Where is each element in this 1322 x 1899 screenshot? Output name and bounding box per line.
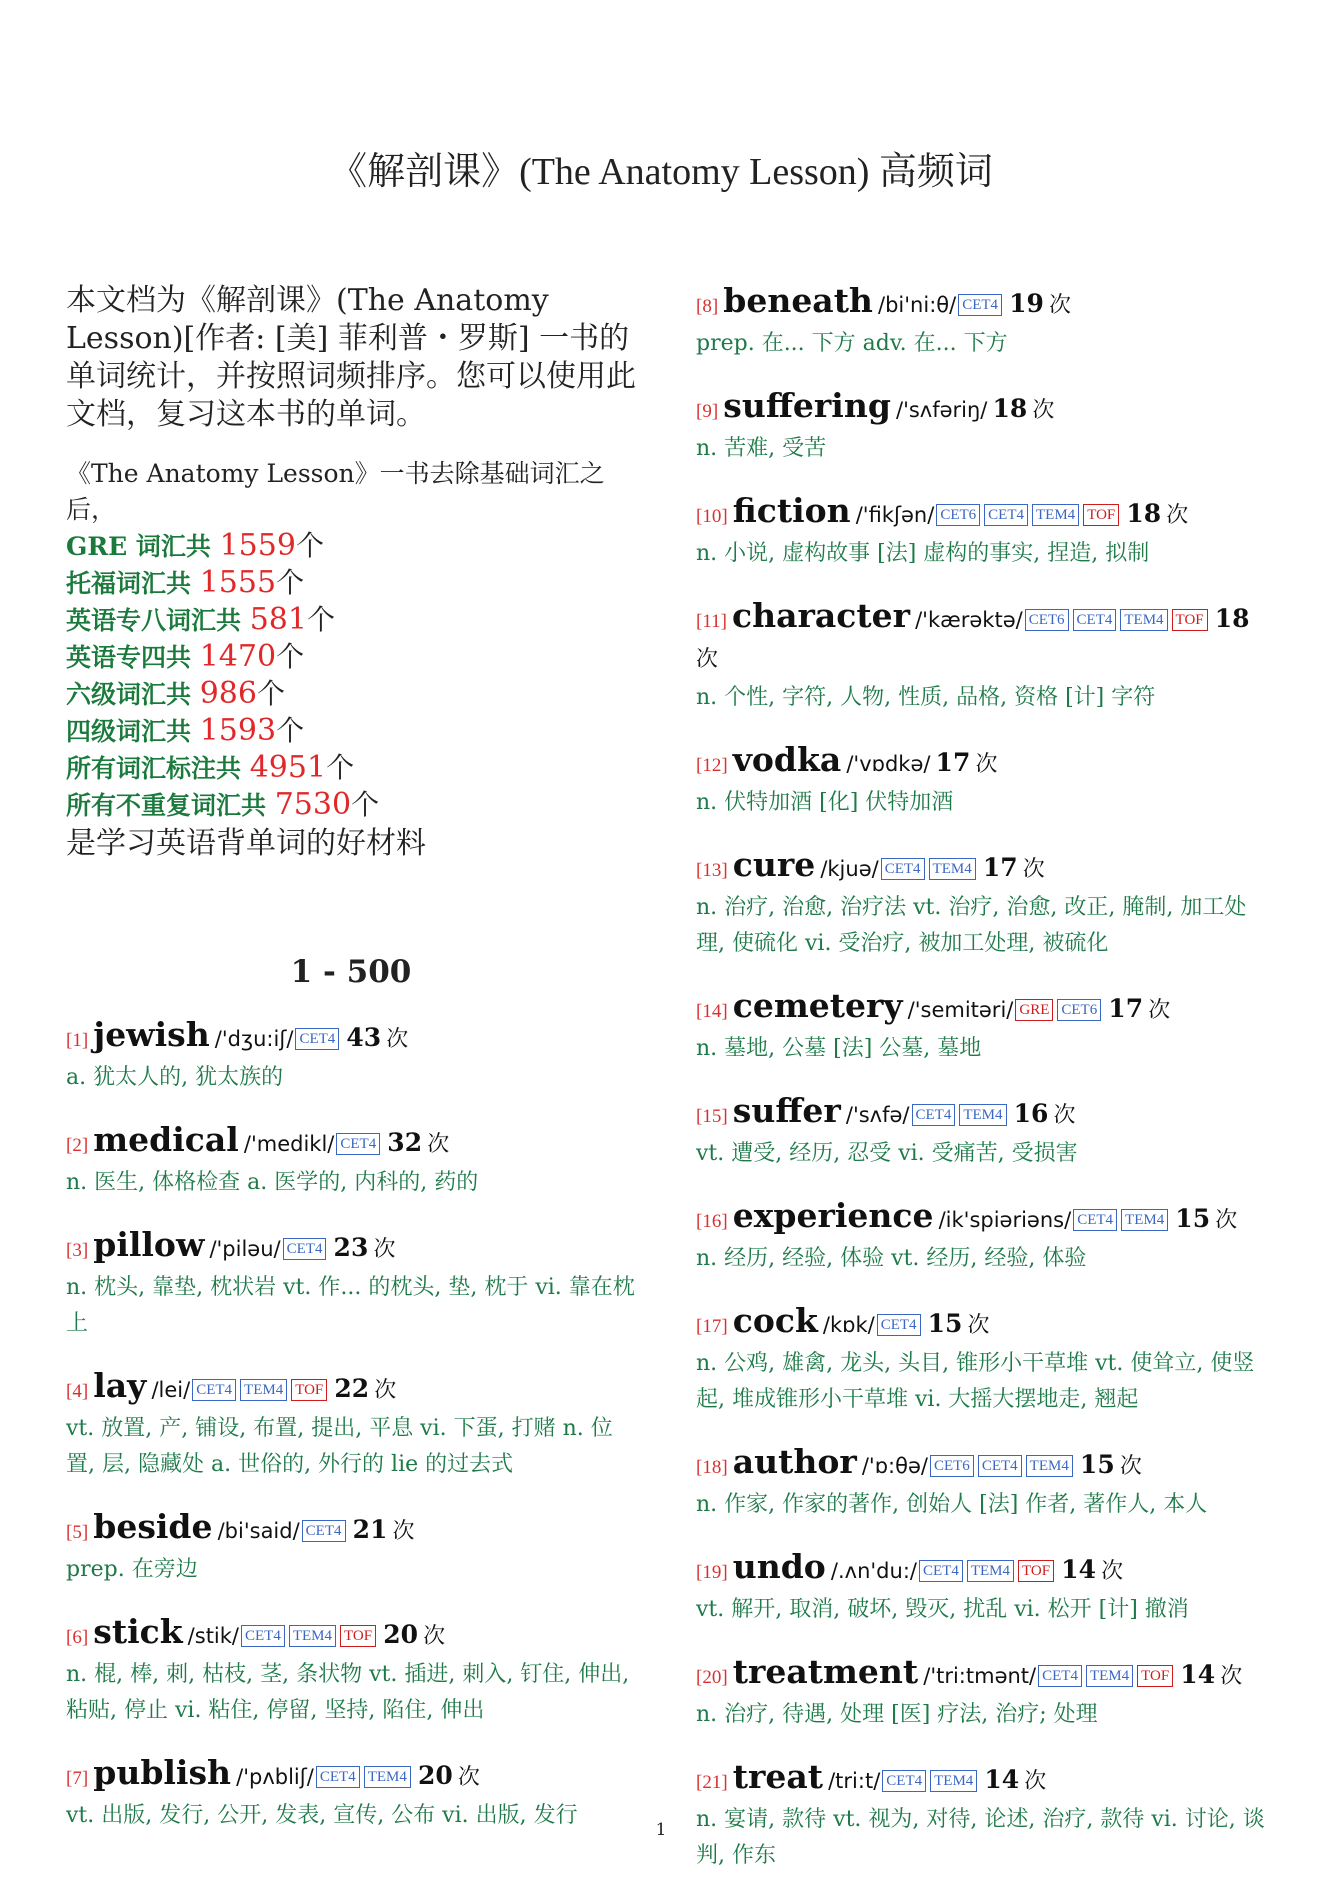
exam-tag: CET4 (882, 1770, 926, 1792)
entry-word: stick (93, 1612, 183, 1651)
entry-index: [18] (696, 1457, 728, 1478)
vocab-entry (696, 846, 1272, 962)
entry-word: cemetery (732, 986, 903, 1025)
entry-head (696, 1758, 1272, 1802)
entry-count: 17 (1108, 994, 1144, 1023)
vocab-entry (696, 387, 1272, 467)
entry-count-suffix: 次 (1032, 398, 1055, 423)
exam-tag: TEM4 (1086, 1665, 1133, 1687)
entry-head (696, 1443, 1272, 1487)
entry-index: [2] (66, 1135, 89, 1156)
entry-phonetic: /'sʌfəriŋ/ (896, 398, 988, 422)
stat-row (66, 676, 636, 713)
stat-label: 所有不重复词汇共 (66, 791, 275, 820)
entry-phonetic: /'semitəri/ (907, 998, 1014, 1022)
entry-word: cock (732, 1301, 818, 1340)
exam-tag: TOF (291, 1379, 327, 1401)
vocab-entry (66, 1121, 636, 1201)
entry-index: [15] (696, 1106, 728, 1127)
entry-count: 43 (346, 1023, 382, 1052)
entry-word: experience (732, 1196, 934, 1235)
entry-definition: n. 作家, 作家的著作, 创始人 [法] 作者, 著作人, 本人 (696, 1492, 1208, 1517)
entry-index: [9] (696, 401, 719, 422)
stat-value: 1593 (199, 713, 277, 748)
entry-definition: n. 棍, 棒, 刺, 枯枝, 茎, 条状物 vt. 插进, 刺入, 钉住, 伸出, 粘贴, 停止 vi. 粘住, 停留, 坚持, 陷住, 伸出 (66, 1662, 630, 1723)
exam-tag: CET4 (912, 1104, 956, 1126)
vocab-entry (696, 741, 1272, 821)
entry-phonetic: /bi'said/ (217, 1519, 300, 1543)
range-heading: 1 - 500 (290, 954, 412, 990)
exam-tag: CET4 (1038, 1665, 1082, 1687)
entry-definition: vt. 放置, 产, 铺设, 布置, 提出, 平息 vi. 下蛋, 打赌 n. 位置, 层, 隐藏处 a. 世俗的, 外行的 lie 的过去式 (66, 1416, 613, 1477)
entry-count: 20 (383, 1620, 418, 1649)
document-title: 《解剖课》(The Anatomy Lesson) 高频词 (329, 151, 993, 193)
entry-word: fiction (732, 491, 851, 530)
entry-word: character (732, 596, 911, 635)
exam-tag: CET4 (192, 1379, 236, 1401)
stat-row (66, 528, 636, 565)
entry-word: beneath (723, 281, 873, 320)
entry-phonetic: /'ɒ:θə/ (861, 1454, 928, 1478)
exam-tag: CET6 (936, 504, 980, 526)
vocab-entry (66, 1226, 636, 1342)
entry-count: 15 (1079, 1450, 1115, 1479)
vocab-entry (66, 1016, 636, 1096)
entry-count-suffix: 次 (696, 647, 719, 672)
vocab-entry (696, 1653, 1272, 1733)
entry-index: [14] (696, 1001, 728, 1022)
stat-row (66, 787, 636, 824)
entry-count-suffix: 次 (1024, 1769, 1047, 1794)
entry-phonetic: /ik'spiəriəns/ (938, 1208, 1072, 1232)
entry-count-suffix: 次 (975, 752, 998, 777)
entry-word: suffer (732, 1091, 841, 1130)
entry-head (696, 846, 1272, 890)
entry-count: 18 (992, 394, 1028, 423)
entry-count: 19 (1009, 289, 1044, 318)
entry-count-suffix: 次 (967, 1313, 990, 1338)
entry-head (696, 741, 1272, 785)
exam-tag: TEM4 (930, 1770, 977, 1792)
entry-definition: n. 医生, 体格检查 a. 医学的, 内科的, 药的 (66, 1170, 479, 1195)
entry-head (696, 282, 1272, 326)
entry-index: [17] (696, 1316, 728, 1337)
entry-word: undo (732, 1547, 826, 1586)
entry-head (696, 597, 1272, 680)
entry-count-suffix: 次 (386, 1027, 409, 1052)
entry-definition: n. 公鸡, 雄禽, 龙头, 头目, 锥形小干草堆 vt. 使耸立, 使竖起, 堆成锥形小干草堆 vi. 大摇大摆地走, 翘起 (696, 1351, 1255, 1412)
entry-word: pillow (93, 1225, 205, 1264)
entry-index: [13] (696, 860, 728, 881)
exam-tag: TEM4 (1121, 1209, 1168, 1231)
entry-word: suffering (723, 386, 891, 425)
entry-count: 23 (333, 1233, 369, 1262)
entry-index: [5] (66, 1522, 89, 1543)
vocab-entry (696, 1092, 1272, 1172)
entry-count-suffix: 次 (423, 1624, 446, 1649)
entry-phonetic: /tri:t/ (828, 1769, 881, 1793)
entry-phonetic: /'dʒu:iʃ/ (214, 1027, 294, 1051)
vocab-entry (696, 282, 1272, 362)
exam-tag: CET4 (958, 294, 1002, 316)
entry-count: 18 (1126, 499, 1162, 528)
entry-word: author (732, 1442, 857, 1481)
entry-count-suffix: 次 (1215, 1208, 1238, 1233)
vocab-entry (696, 1548, 1272, 1628)
entry-definition: n. 个性, 字符, 人物, 性质, 品格, 资格 [计] 字符 (696, 685, 1156, 710)
exam-tag: CET6 (930, 1455, 974, 1477)
stat-unit: 个 (276, 714, 305, 747)
entry-word: lay (93, 1366, 147, 1405)
entry-index: [6] (66, 1627, 89, 1648)
entry-head (696, 387, 1272, 431)
stat-unit: 个 (295, 529, 324, 562)
stats-lead: 《The Anatomy Lesson》一书去除基础词汇之后， (66, 459, 605, 524)
exam-tag: TEM4 (240, 1379, 287, 1401)
entry-phonetic: /bi'ni:θ/ (878, 293, 957, 317)
entry-count: 16 (1013, 1099, 1049, 1128)
entry-definition: vt. 遭受, 经历, 忍受 vi. 受痛苦, 受损害 (696, 1141, 1078, 1166)
stats-list (66, 528, 636, 824)
entry-phonetic: /lei/ (151, 1378, 191, 1402)
stat-row (66, 602, 636, 639)
entry-definition: a. 犹太人的, 犹太族的 (66, 1065, 284, 1090)
entry-head (66, 1121, 636, 1165)
entry-phonetic: /stik/ (187, 1624, 239, 1648)
entry-count: 14 (1180, 1660, 1216, 1689)
stat-label: 英语专八词汇共 (66, 606, 250, 635)
exam-tag: CET4 (1073, 609, 1117, 631)
vocab-entry (696, 1443, 1272, 1523)
entry-index: [12] (696, 755, 728, 776)
stat-label: 六级词汇共 (66, 680, 200, 709)
entry-word: medical (93, 1120, 239, 1159)
entry-head (66, 1367, 636, 1411)
entry-word: jewish (93, 1015, 210, 1054)
entry-head (66, 1226, 636, 1270)
stat-label: 英语专四共 (66, 643, 200, 672)
entry-definition: vt. 解开, 取消, 破坏, 毁灭, 扰乱 vi. 松开 [计] 撤消 (696, 1597, 1189, 1622)
entry-count-suffix: 次 (1148, 998, 1171, 1023)
exam-tag: TOF (1083, 504, 1119, 526)
entry-head (696, 1197, 1272, 1241)
stat-row (66, 565, 636, 602)
entry-phonetic: /kɒk/ (822, 1313, 875, 1337)
entry-count: 20 (418, 1761, 453, 1790)
entry-count: 22 (334, 1374, 370, 1403)
entry-count: 17 (935, 748, 971, 777)
entry-index: [4] (66, 1381, 89, 1402)
entry-head (66, 1508, 636, 1552)
intro-paragraph: 本文档为《解剖课》(The Anatomy Lesson)[作者: [美] 菲利普・罗斯] 一书的单词统计，并按照词频排序。您可以使用此文档，复习这本书的单词。 (66, 283, 636, 432)
exam-tag: CET4 (984, 504, 1028, 526)
entry-count-suffix: 次 (457, 1765, 480, 1790)
exam-tag: CET4 (881, 858, 925, 880)
entry-definition: n. 伏特加酒 [化] 伏特加酒 (696, 790, 954, 815)
entry-head (696, 1302, 1272, 1346)
entry-index: [21] (696, 1772, 728, 1793)
entry-count-suffix: 次 (1119, 1454, 1142, 1479)
stat-unit: 个 (351, 788, 380, 821)
entry-count: 32 (387, 1128, 423, 1157)
entry-phonetic: /kjuə/ (820, 857, 879, 881)
entry-word: publish (93, 1753, 232, 1792)
left-column (66, 282, 636, 1859)
entry-phonetic: /'vɒdkə/ (846, 752, 931, 776)
entry-phonetic: /'tri:tmənt/ (923, 1664, 1037, 1688)
stat-value: 986 (199, 676, 257, 711)
vocab-entry (696, 1758, 1272, 1874)
vocab-entry (66, 1508, 636, 1588)
entry-word: treat (732, 1757, 824, 1796)
exam-tag: TEM4 (289, 1625, 336, 1647)
exam-tag: TEM4 (364, 1766, 411, 1788)
entry-word: treatment (732, 1652, 919, 1691)
stat-row (66, 750, 636, 787)
exam-tag: CET6 (1057, 999, 1101, 1021)
entry-definition: vt. 出版, 发行, 公开, 发表, 宣传, 公布 vi. 出版, 发行 (66, 1803, 578, 1828)
entry-count-suffix: 次 (392, 1519, 415, 1544)
entry-index: [3] (66, 1240, 89, 1261)
stat-row (66, 639, 636, 676)
entry-phonetic: /'medikl/ (243, 1132, 335, 1156)
exam-tag: CET4 (336, 1133, 380, 1155)
exam-tag: TEM4 (929, 858, 976, 880)
vocab-entry (696, 987, 1272, 1067)
entry-count-suffix: 次 (1022, 857, 1045, 882)
entry-phonetic: /.ʌn'du:/ (830, 1559, 917, 1583)
entry-head (696, 1653, 1272, 1697)
entry-phonetic: /'piləu/ (209, 1237, 281, 1261)
vocab-entry (66, 1367, 636, 1483)
stats-closing: 是学习英语背单词的好材料 (66, 826, 426, 861)
entry-count-suffix: 次 (427, 1132, 450, 1157)
stat-unit: 个 (276, 566, 305, 599)
exam-tag: CET4 (241, 1625, 285, 1647)
entry-phonetic: /'pʌbliʃ/ (236, 1765, 314, 1789)
vocab-entry (66, 1613, 636, 1729)
entry-definition: n. 治疗, 治愈, 治疗法 vt. 治疗, 治愈, 改正, 腌制, 加工处理, 使硫化 vi. 受治疗, 被加工处理, 被硫化 (696, 895, 1247, 956)
exam-tag: CET4 (978, 1455, 1022, 1477)
entry-definition: prep. 在... 下方 adv. 在... 下方 (696, 331, 1008, 356)
entry-phonetic: /'sʌfə/ (845, 1103, 910, 1127)
entry-head (696, 492, 1272, 536)
stat-unit: 个 (306, 603, 335, 636)
exam-tag: CET4 (295, 1028, 339, 1050)
entry-definition: n. 苦难, 受苦 (696, 436, 827, 461)
entry-definition: n. 枕头, 靠垫, 枕状岩 vt. 作... 的枕头, 垫, 枕于 vi. 靠在枕上 (66, 1275, 635, 1336)
exam-tag: GRE (1015, 999, 1053, 1021)
vocabulary-stats (66, 456, 636, 864)
stat-label: 托福词汇共 (66, 569, 200, 598)
stat-value: 1555 (199, 565, 277, 600)
vocab-entry (696, 492, 1272, 572)
entry-definition: n. 墓地, 公墓 [法] 公墓, 墓地 (696, 1036, 982, 1061)
entry-index: [19] (696, 1562, 728, 1583)
entry-head (696, 1548, 1272, 1592)
exam-tag: CET4 (877, 1314, 921, 1336)
entry-index: [8] (696, 296, 719, 317)
stat-unit: 个 (276, 640, 305, 673)
stat-value: 1470 (199, 639, 277, 674)
exam-tag: CET4 (919, 1560, 963, 1582)
entry-index: [16] (696, 1211, 728, 1232)
entry-definition: n. 宴请, 款待 vt. 视为, 对待, 论述, 治疗, 款待 vi. 讨论, 谈判, 作东 (696, 1807, 1265, 1868)
entry-count: 17 (982, 853, 1018, 882)
entry-count-suffix: 次 (1101, 1559, 1124, 1584)
right-column (696, 282, 1272, 1899)
entry-index: [10] (696, 506, 728, 527)
entry-count-suffix: 次 (1166, 503, 1189, 528)
entry-head (696, 987, 1272, 1031)
entry-count-suffix: 次 (1220, 1664, 1243, 1689)
entry-index: [1] (66, 1030, 89, 1051)
entry-head (696, 1092, 1272, 1136)
exam-tag: TEM4 (1032, 504, 1079, 526)
entries-left (66, 1016, 636, 1834)
entry-count-suffix: 次 (374, 1378, 397, 1403)
exam-tag: TEM4 (967, 1560, 1014, 1582)
exam-tag: CET4 (283, 1238, 327, 1260)
entry-phonetic: /'fikʃən/ (855, 503, 935, 527)
entry-count-suffix: 次 (1053, 1103, 1076, 1128)
exam-tag: CET6 (1025, 609, 1069, 631)
exam-tag: CET4 (1073, 1209, 1117, 1231)
vocab-entry (696, 1302, 1272, 1418)
entry-definition: prep. 在旁边 (66, 1557, 198, 1582)
entry-count-suffix: 次 (373, 1237, 396, 1262)
exam-tag: TOF (1018, 1560, 1054, 1582)
exam-tag: TOF (1172, 609, 1208, 631)
stat-value: 1559 (219, 528, 296, 563)
entry-index: [11] (696, 611, 727, 632)
entry-count: 14 (984, 1765, 1020, 1794)
stat-label: 四级词汇共 (66, 717, 200, 746)
stat-row (66, 713, 636, 750)
entry-count: 18 (1214, 604, 1250, 633)
entry-count: 14 (1061, 1555, 1096, 1584)
exam-tag: TOF (340, 1625, 376, 1647)
entry-head (66, 1016, 636, 1060)
stat-unit: 个 (326, 751, 355, 784)
exam-tag: TEM4 (1120, 609, 1167, 631)
entry-index: [7] (66, 1768, 89, 1789)
stat-value: 581 (249, 602, 307, 637)
entry-definition: n. 小说, 虚构故事 [法] 虚构的事实, 捏造, 拟制 (696, 541, 1150, 566)
exam-tag: TEM4 (959, 1104, 1006, 1126)
entries-right (696, 282, 1272, 1874)
stat-label: GRE 词汇共 (66, 532, 220, 561)
stat-unit: 个 (256, 677, 285, 710)
exam-tag: TEM4 (1026, 1455, 1073, 1477)
entry-count: 15 (1175, 1204, 1211, 1233)
entry-head (66, 1613, 636, 1657)
stat-value: 4951 (249, 750, 327, 785)
exam-tag: CET4 (302, 1520, 346, 1542)
entry-phonetic: /'kærəktə/ (915, 608, 1023, 632)
entry-count: 21 (352, 1515, 388, 1544)
entry-word: beside (93, 1507, 213, 1546)
entry-head (66, 1754, 636, 1798)
entry-definition: n. 治疗, 待遇, 处理 [医] 疗法, 治疗; 处理 (696, 1702, 1098, 1727)
entry-count: 15 (927, 1309, 963, 1338)
exam-tag: CET4 (316, 1766, 360, 1788)
vocab-entry (696, 1197, 1272, 1277)
entry-word: cure (732, 845, 816, 884)
stat-label: 所有词汇标注共 (66, 754, 250, 783)
entry-index: [20] (696, 1667, 728, 1688)
entry-word: vodka (732, 740, 842, 779)
entry-definition: n. 经历, 经验, 体验 vt. 经历, 经验, 体验 (696, 1246, 1087, 1271)
page-number: 1 (655, 1820, 667, 1840)
vocab-entry (696, 597, 1272, 716)
stat-value: 7530 (274, 787, 352, 822)
entry-count-suffix: 次 (1049, 293, 1072, 318)
exam-tag: TOF (1137, 1665, 1173, 1687)
